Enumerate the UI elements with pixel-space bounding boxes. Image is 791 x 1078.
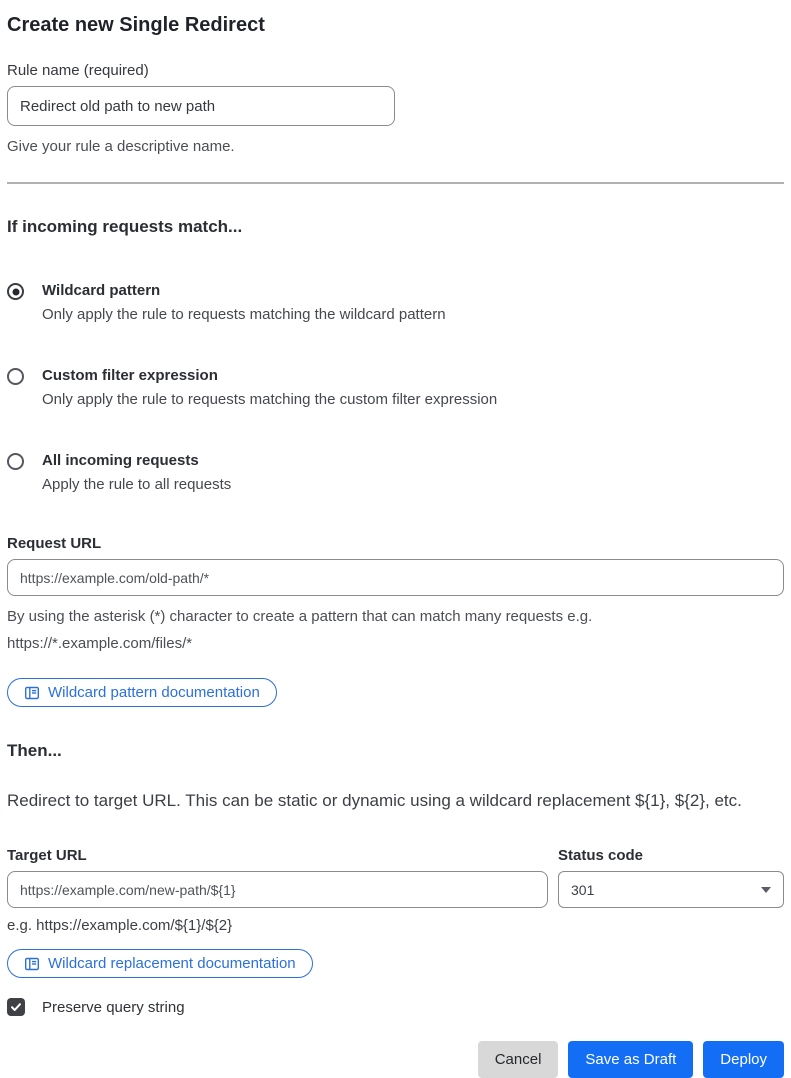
then-section-heading: Then... <box>7 741 62 760</box>
wildcard-pattern-docs-button[interactable] <box>7 678 277 707</box>
radio-unselected-icon[interactable] <box>7 453 24 470</box>
rule-name-label: Rule name (required) <box>7 62 149 79</box>
deploy-button[interactable]: Deploy <box>703 1041 784 1078</box>
target-url-label: Target URL <box>7 847 87 864</box>
page-title: Create new Single Redirect <box>7 14 265 36</box>
book-icon <box>24 956 40 972</box>
radio-label: All incoming requests <box>42 452 199 469</box>
target-status-row <box>7 847 784 908</box>
radio-description: Only apply the rule to requests matching the custom filter expression <box>42 391 498 408</box>
radio-label: Wildcard pattern <box>42 282 161 299</box>
preserve-query-label: Preserve query string <box>42 998 185 1016</box>
save-as-draft-button[interactable]: Save as Draft <box>568 1041 693 1078</box>
target-url-help: e.g. https://example.com/${1}/${2} <box>7 917 233 934</box>
match-section-heading: If incoming requests match... <box>7 217 243 236</box>
book-icon <box>24 685 40 701</box>
status-code-select[interactable] <box>558 871 784 908</box>
radio-option-all-requests[interactable] <box>7 452 784 493</box>
radio-option-custom-filter[interactable] <box>7 367 784 408</box>
cancel-button[interactable]: Cancel <box>478 1041 559 1078</box>
radio-label: Custom filter expression <box>42 367 218 384</box>
request-url-help-line1: By using the asterisk (*) character to create a pattern that can match many requests e.g. <box>7 608 593 625</box>
then-section-description: Redirect to target URL. This can be static or dynamic using a wildcard replacement ${1}, ${2}, etc. <box>7 791 742 810</box>
radio-description: Only apply the rule to requests matching the wildcard pattern <box>42 306 446 323</box>
rule-name-help: Give your rule a descriptive name. <box>7 138 235 155</box>
checkbox-checked-icon[interactable] <box>7 998 25 1016</box>
status-code-label: Status code <box>558 847 644 864</box>
doc-button-label: Wildcard replacement documentation <box>48 955 296 972</box>
footer-actions <box>7 1041 784 1078</box>
radio-option-wildcard-pattern[interactable] <box>7 282 784 323</box>
preserve-query-checkbox-row[interactable] <box>7 998 784 1016</box>
section-divider <box>7 182 784 184</box>
radio-description: Apply the rule to all requests <box>42 476 232 493</box>
wildcard-replacement-docs-button[interactable] <box>7 949 313 978</box>
request-url-help <box>7 603 784 657</box>
match-options-radio-group <box>7 282 784 493</box>
radio-unselected-icon[interactable] <box>7 368 24 385</box>
chevron-down-icon <box>761 887 771 893</box>
status-code-value: 301 <box>571 881 595 898</box>
radio-selected-icon[interactable] <box>7 283 24 300</box>
request-url-label: Request URL <box>7 535 102 552</box>
doc-button-label: Wildcard pattern documentation <box>48 684 260 701</box>
request-url-input[interactable] <box>7 559 784 596</box>
target-url-input[interactable] <box>7 871 548 908</box>
rule-name-input[interactable] <box>7 86 395 126</box>
request-url-help-line2: https://*.example.com/files/* <box>7 635 193 652</box>
